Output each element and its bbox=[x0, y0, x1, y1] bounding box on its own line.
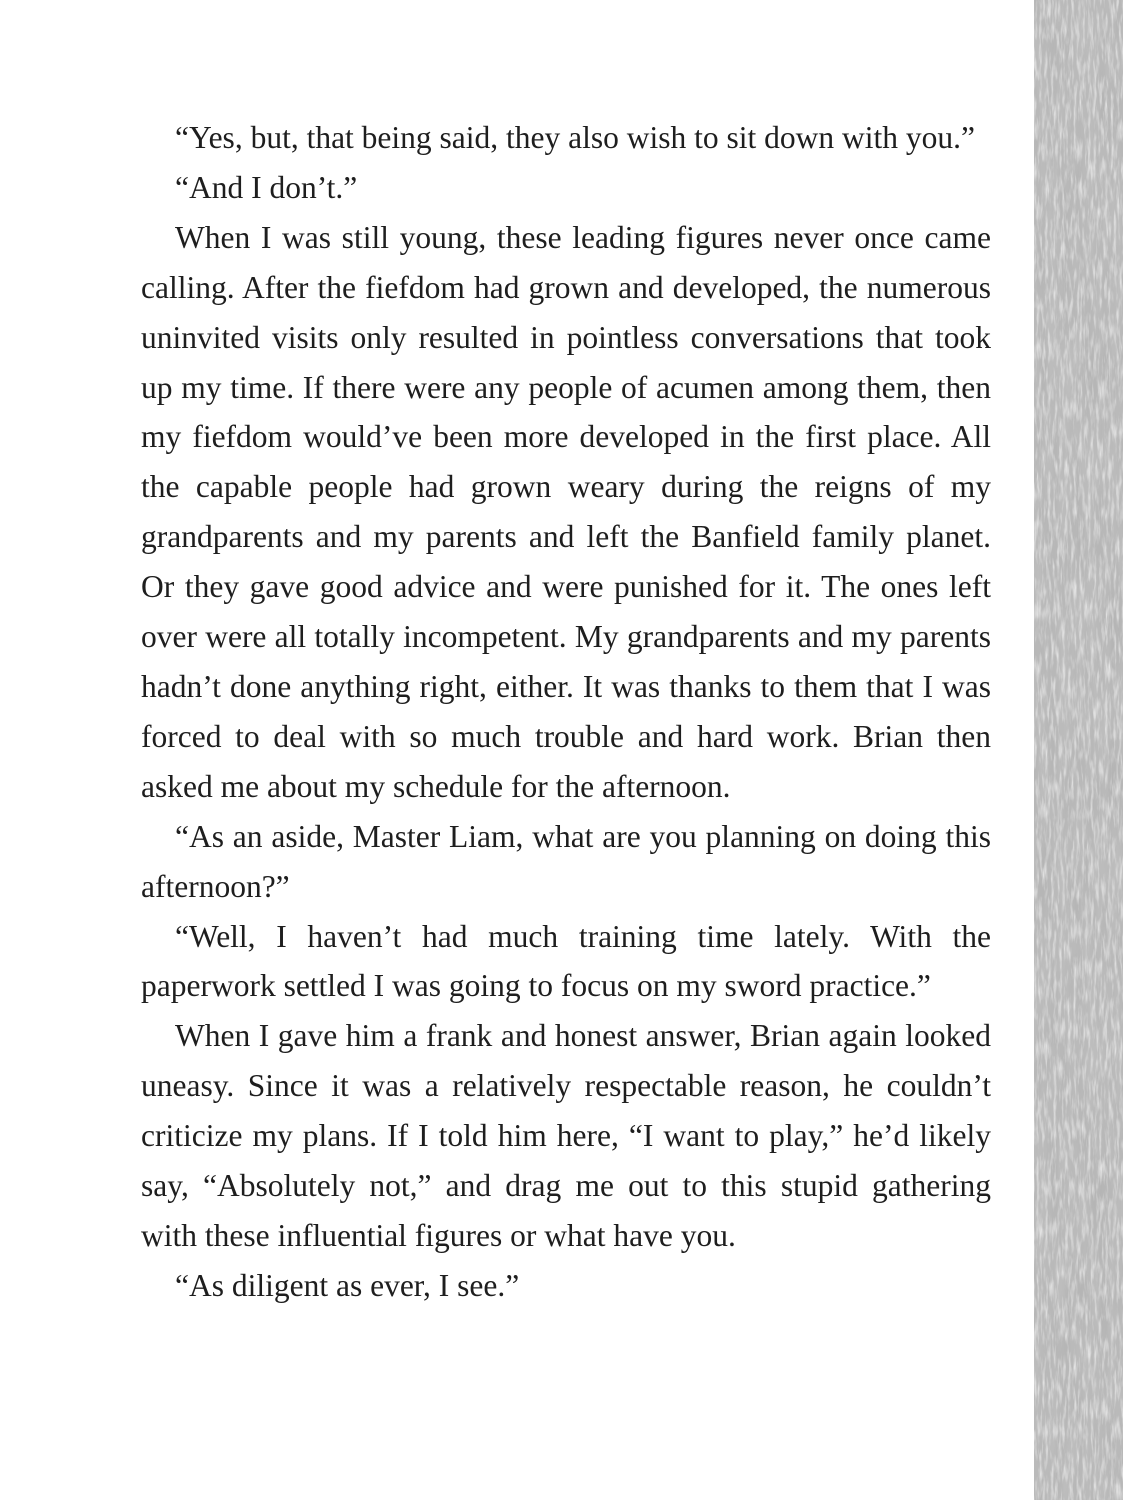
paragraph: When I gave him a frank and honest answer, Brian again looked uneasy. Since it was a relatively respectable reason, he couldn’t criticize my plans. If I told him here, “I want to play,” he’d likely say, “Absolutely not,” and drag me out to this stupid gathering with these influential figures or what have you. bbox=[141, 1018, 991, 1253]
paragraph: “Yes, but, that being said, they also wish to sit down with you.” bbox=[175, 120, 976, 155]
paragraph: “Well, I haven’t had much training time lately. With the paperwork settled I was going to focus on my sword practice.” bbox=[141, 918, 991, 1004]
paragraph: “And I don’t.” bbox=[175, 169, 358, 205]
paragraph: “As diligent as ever, I see.” bbox=[175, 1267, 520, 1303]
paragraph: “As an aside, Master Liam, what are you planning on doing this afternoon?” bbox=[141, 818, 991, 904]
paragraph: When I was still young, these leading figures never once came calling. After the fiefdom had grown and developed, the numerous uninvited visits only resulted in pointless conversations that took up my time. If there were any people of acumen among them, then my fiefdom would’ve been more developed in the first place. All the capable people had grown weary during the reigns of my grandparents and my parents and left the Banfield family planet. Or they gave good advice and were punished for it. The ones left over were all totally incompetent. My grandparents and my parents hadn’t done anything right, either. It was thanks to them that I was forced to deal with so much trouble and hard work. Brian then asked me about my schedule for the afternoon. bbox=[141, 219, 991, 804]
body-text bbox=[141, 113, 991, 1311]
page-edge-texture bbox=[1034, 0, 1123, 1500]
